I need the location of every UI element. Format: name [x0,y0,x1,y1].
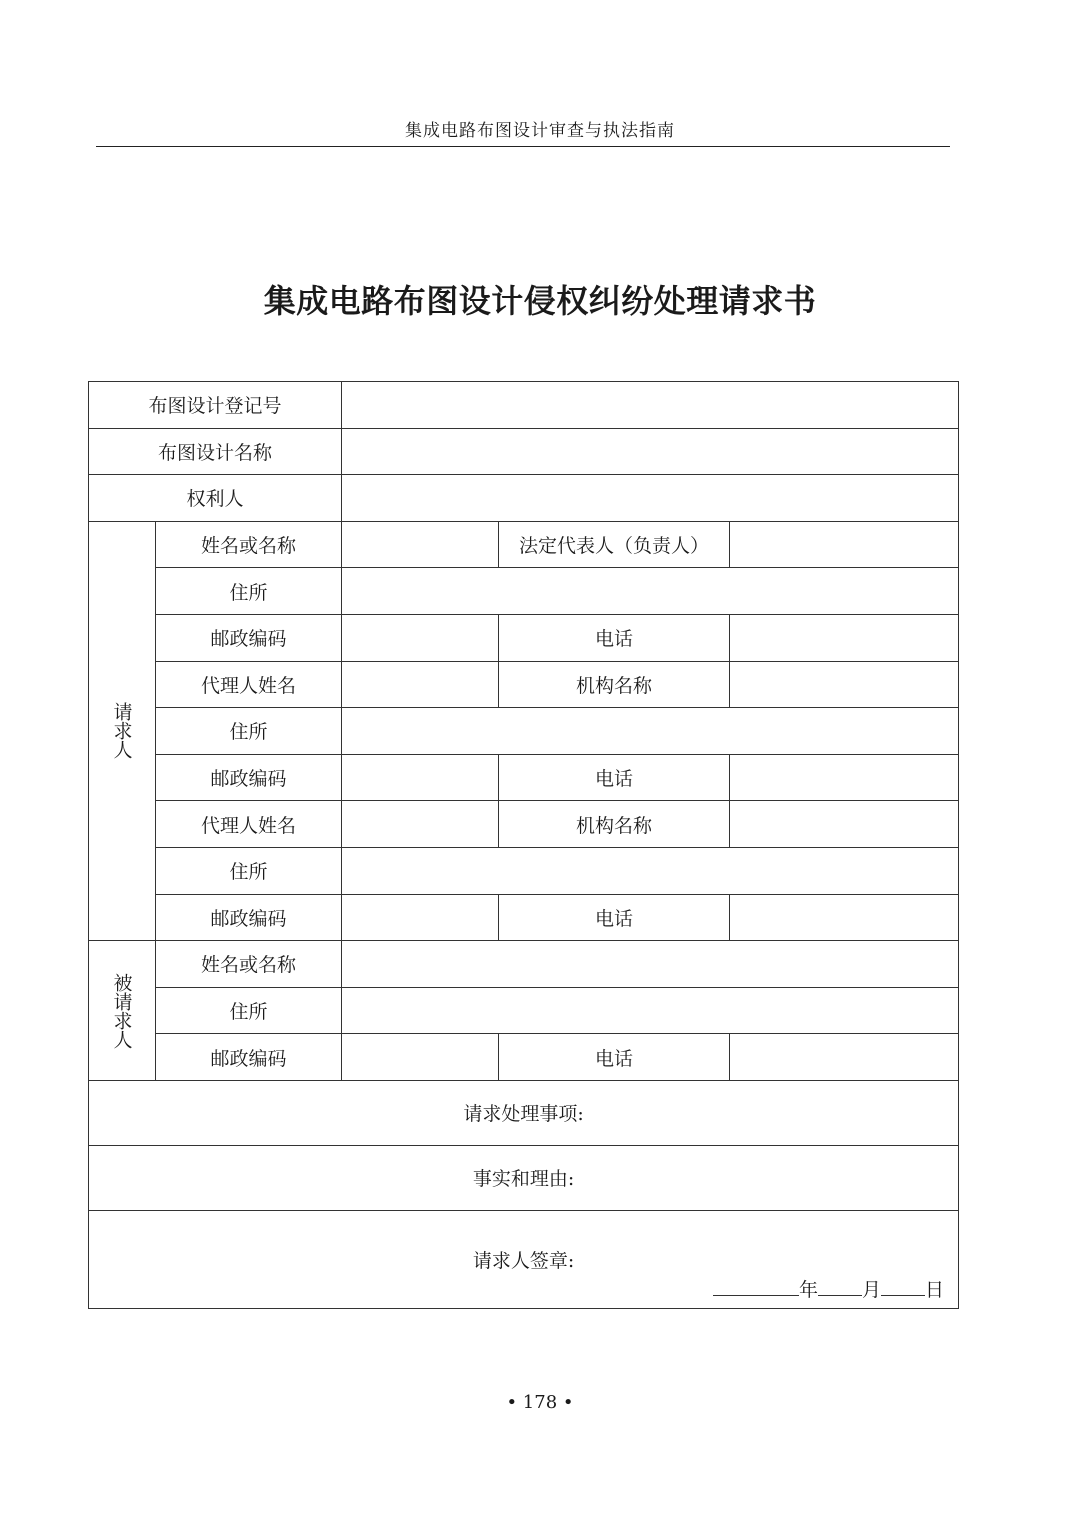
form-row-respondent-postcode [89,1034,959,1081]
form-row-facts [89,1145,959,1210]
running-header: 集成电路布图设计审查与执法指南 [405,121,675,141]
label-day: 日 [925,1278,945,1301]
form-row-design-name [89,428,959,475]
label-agent1-phone: 电话 [499,754,730,801]
label-requester-phone: 电话 [499,614,730,661]
label-agent2-org: 机构名称 [499,801,730,848]
label-agent1-postcode: 邮政编码 [156,754,342,801]
page-number: • 178 • [506,1392,574,1413]
field-agent1-org[interactable] [730,661,959,708]
field-right-holder[interactable] [342,475,959,522]
label-matters: 请求处理事项: [463,1103,584,1126]
label-signature: 请求人签章: [472,1249,575,1272]
label-agent2-phone: 电话 [499,894,730,941]
label-requester-name: 姓名或名称 [156,521,342,568]
field-agent2-name[interactable] [342,801,499,848]
field-agent2-phone[interactable] [730,894,959,941]
field-agent2-org[interactable] [730,801,959,848]
field-registration-no[interactable] [342,382,959,429]
form-row-agent1-address [89,708,959,755]
label-respondent-group: 被请求人 [89,941,156,1081]
field-respondent-phone[interactable] [730,1034,959,1081]
field-agent1-address[interactable] [342,708,959,755]
form-row-agent1-name [89,661,959,708]
label-agent1-org: 机构名称 [499,661,730,708]
label-agent1-name: 代理人姓名 [156,661,342,708]
form-row-respondent-address [89,987,959,1034]
label-registration-no: 布图设计登记号 [89,382,342,429]
field-matters[interactable] [89,1080,959,1145]
field-agent1-name[interactable] [342,661,499,708]
field-requester-name[interactable] [342,521,499,568]
label-agent2-address: 住所 [156,847,342,894]
label-requester-address: 住所 [156,568,342,615]
year-blank[interactable] [713,1279,799,1296]
day-blank[interactable] [881,1279,925,1296]
label-agent2-name: 代理人姓名 [156,801,342,848]
form-row-agent2-address [89,847,959,894]
label-requester-group: 请求人 [89,521,156,940]
form-row-right-holder [89,475,959,522]
field-requester-phone[interactable] [730,614,959,661]
label-respondent-name: 姓名或名称 [156,941,342,988]
form-row-agent1-postcode [89,754,959,801]
field-facts[interactable] [89,1145,959,1210]
field-legal-representative[interactable] [730,521,959,568]
label-right-holder: 权利人 [89,475,342,522]
form-row-respondent-name [89,941,959,988]
form-row-requester-postcode [89,614,959,661]
label-respondent-postcode: 邮政编码 [156,1034,342,1081]
field-design-name[interactable] [342,428,959,475]
field-respondent-name[interactable] [342,941,959,988]
month-blank[interactable] [818,1279,862,1296]
header-rule [96,146,950,147]
field-agent1-phone[interactable] [730,754,959,801]
label-agent2-postcode: 邮政编码 [156,894,342,941]
label-respondent-phone: 电话 [499,1034,730,1081]
field-requester-address[interactable] [342,568,959,615]
form-row-signature [89,1210,959,1308]
label-legal-representative: 法定代表人（负责人） [499,521,730,568]
field-respondent-postcode[interactable] [342,1034,499,1081]
field-respondent-address[interactable] [342,987,959,1034]
form-row-agent2-postcode [89,894,959,941]
form-row-matters [89,1080,959,1145]
form-row-requester-address [89,568,959,615]
request-form-table [88,381,959,1309]
label-respondent-address: 住所 [156,987,342,1034]
field-requester-postcode[interactable] [342,614,499,661]
signature-date-line [713,1275,944,1302]
field-signature[interactable] [89,1210,959,1308]
label-design-name: 布图设计名称 [89,428,342,475]
field-agent1-postcode[interactable] [342,754,499,801]
label-facts: 事实和理由: [472,1168,575,1191]
form-row-agent2-name [89,801,959,848]
label-requester-postcode: 邮政编码 [156,614,342,661]
label-month: 月 [862,1278,882,1301]
label-year: 年 [798,1278,818,1301]
field-agent2-postcode[interactable] [342,894,499,941]
document-title: 集成电路布图设计侵权纠纷处理请求书 [263,282,817,320]
field-agent2-address[interactable] [342,847,959,894]
form-row-requester-name [89,521,959,568]
label-agent1-address: 住所 [156,708,342,755]
form-row-registration [89,382,959,429]
